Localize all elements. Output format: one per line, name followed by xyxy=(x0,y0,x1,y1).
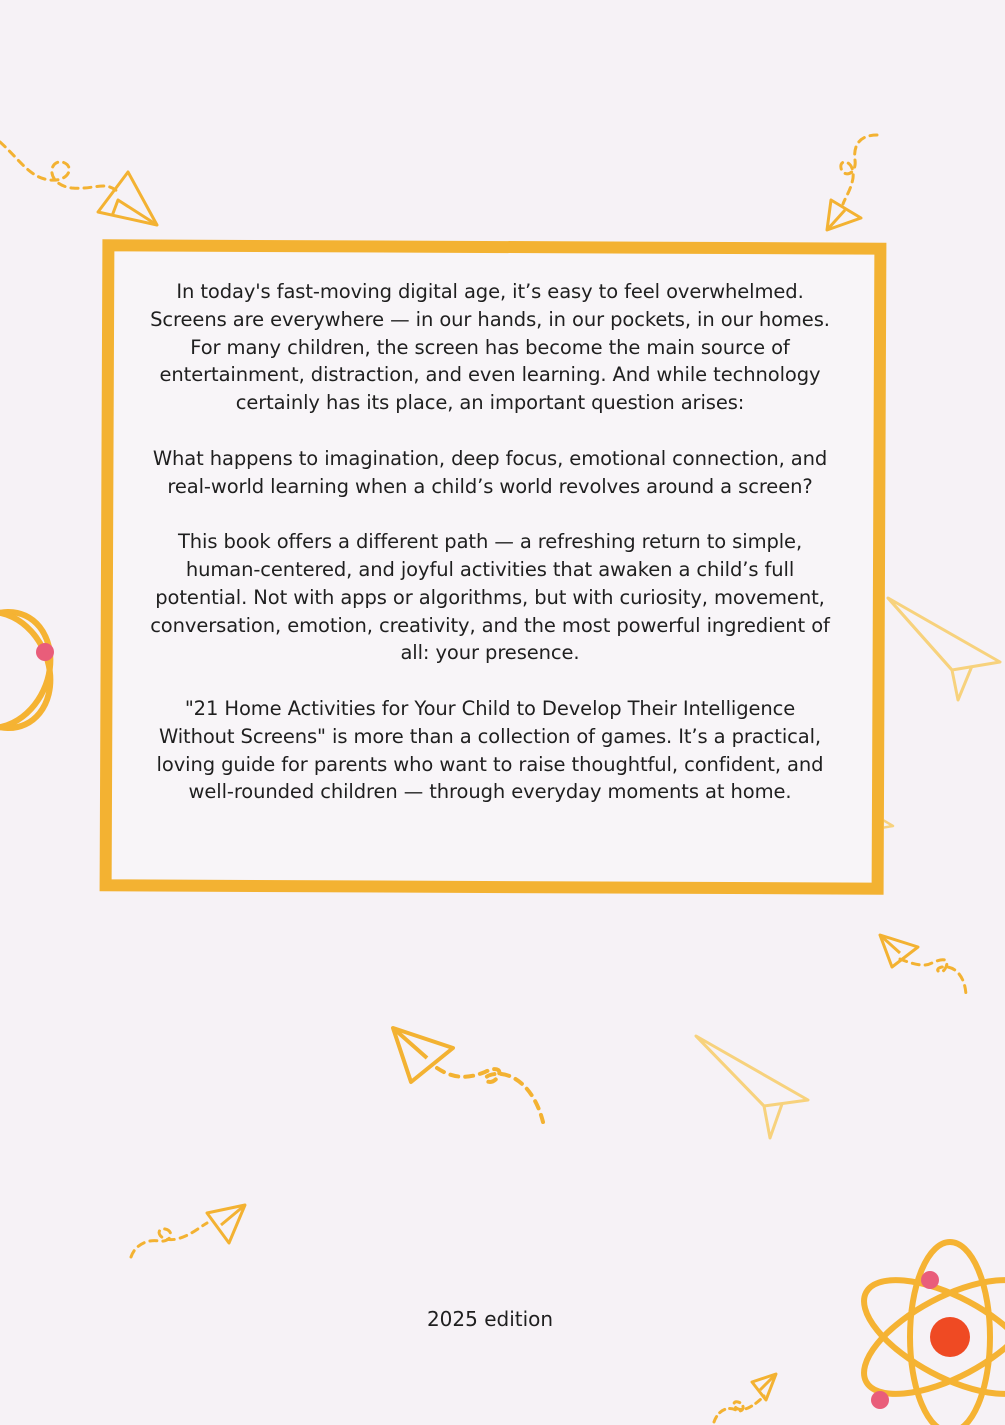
edition-label: 2025 edition xyxy=(426,1307,554,1331)
intro-paragraph-4: "21 Home Activities for Your Child to Develop Their Intelligence Without Screens" is more than a collection of games. It’s a practical, loving guide for parents who want to raise thoughtful, confident, and well-rounded children — through everyday moments at home. xyxy=(156,696,824,804)
paper-plane-right-icon xyxy=(880,590,1005,705)
intro-paragraph-3: This book offers a different path — a refreshing return to simple, human-centered, and joyful activities that awaken a child’s full potential. Not with apps or algorithms, but with curiosity, movement, conversation, emotion, creativity, and the most powerful ingredient of all: your presence. xyxy=(150,530,830,665)
paper-plane-bottom-small-icon xyxy=(710,1370,785,1425)
paper-plane-bottom-left-icon xyxy=(125,1195,255,1265)
intro-text xyxy=(150,278,830,806)
paper-plane-middle-icon xyxy=(385,1020,560,1130)
atom-left-icon xyxy=(0,590,65,750)
intro-paragraph-2: What happens to imagination, deep focus, emotional connection, and real-world learning when a child’s world revolves around a screen? xyxy=(152,446,828,498)
paper-plane-top-right-icon xyxy=(815,130,885,235)
intro-paragraph-1: In today's fast-moving digital age, it’s easy to feel overwhelmed. Screens are everywhere — in our hands, in our pockets, in our homes. For many children, the screen has become the main source of entertainment, distraction, and even learning. And while technology certainly has its place, an important question arises: xyxy=(150,280,830,415)
paper-plane-mid-right-icon xyxy=(870,925,975,1005)
paper-plane-top-left-icon xyxy=(0,130,180,240)
paper-plane-bottom-faint-icon xyxy=(690,1030,815,1145)
